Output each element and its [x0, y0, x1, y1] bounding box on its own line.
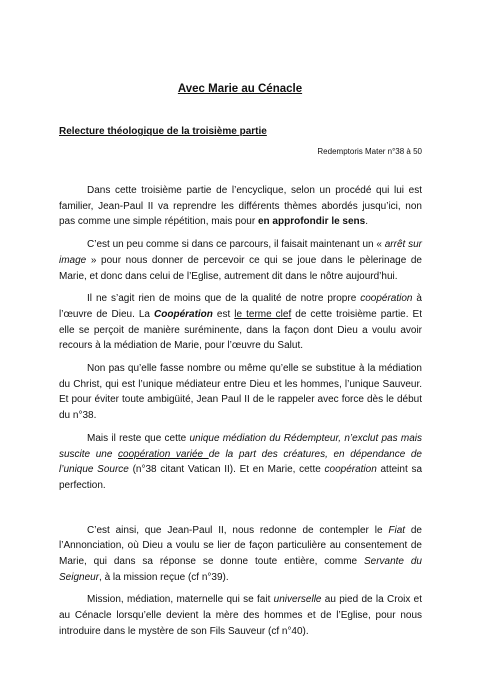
text-run: Mais il reste que cette — [87, 432, 190, 444]
section-subtitle: Relecture théologique de la troisième partie — [59, 126, 267, 137]
paragraph — [59, 592, 422, 639]
text-run: à l’œuvre de Dieu. La — [59, 293, 422, 320]
text-run: unique médiation du Rédempteur, n’exclut pas mais suscite une — [59, 432, 422, 460]
paragraph — [59, 361, 422, 424]
text-run: de la part des créatures, en dépendance de l’unique Source — [59, 448, 422, 476]
text-run: » pour nous donner de percevoir ce qui se joue dans le pèlerinage de Marie, et donc dans celui de l’Eglise, autrement dit dans le nôtre aujourd’hui. — [59, 254, 422, 282]
paragraph — [59, 431, 422, 494]
text-run: en approfondir le sens — [257, 216, 366, 228]
text-run: . — [365, 216, 369, 228]
text-run: coopération — [324, 464, 377, 476]
text-run: au pied de la Croix et au Cénacle lorsqu’elle devient la mère des hommes et de l’Eglise, pour nous introduire dans le mystère de son Fils Sauveur (cf n°40). — [59, 594, 423, 637]
text-run: Servante du Seigneur — [59, 556, 422, 583]
document-title: Avec Marie au Cénacle — [177, 83, 303, 95]
text-run: atteint sa perfection. — [59, 464, 423, 491]
text-run: C’est ainsi, que Jean-Paul II, nous redonne de contempler le — [87, 524, 389, 536]
text-run: Non pas qu’elle fasse nombre ou même qu’elle se substitue à la médiation du Christ, qui est l’unique médiateur entre Dieu et les hommes, l’unique Sauveur. Et pour éviter toute ambigüité, Jean Paul II de le rappeler avec force dès le début du n°38. — [59, 363, 422, 422]
text-run: universelle — [273, 594, 322, 606]
document-body — [59, 183, 422, 647]
text-run: Fiat — [388, 524, 406, 536]
text-run: Dans cette troisième partie de l’encyclique, selon un procédé qui lui est familier, Jean-Paul II va reprendre les différents thèmes abordés jusqu’ici, non pas comme une simple répétition, mais pour — [59, 185, 422, 228]
paragraph — [59, 523, 422, 586]
text-run: Il ne s’agit rien de moins que de la qualité de notre propre — [87, 293, 361, 305]
text-run: Mission, médiation, maternelle qui se fait — [87, 594, 274, 606]
text-run: le terme clef — [234, 308, 292, 320]
text-run: Coopération — [154, 308, 213, 320]
text-run: coopération variée — [118, 448, 209, 460]
text-run: est — [212, 308, 235, 320]
paragraph — [59, 291, 422, 354]
text-run: de cette troisième partie. Et elle se perçoit de manière suréminente, dans la façon dont Dieu a voulu avoir recours à la médiation de Marie, pour l’œuvre du Salut. — [59, 308, 422, 352]
paragraph — [59, 183, 422, 230]
paragraph — [59, 237, 422, 284]
text-run: arrêt sur image — [59, 239, 423, 266]
text-run: , à la mission reçue (cf n°39). — [99, 571, 229, 583]
text-run: (n°38 citant Vatican II). Et en Marie, cette — [128, 464, 325, 476]
source-reference: Redemptoris Mater n°38 à 50 — [317, 147, 422, 156]
text-run: coopération — [360, 293, 413, 305]
text-run: de l’Annonciation, où Dieu a voulu se lier de façon particulière au consentement de Marie, qui dans sa réponse se donne toute entière, comme — [59, 524, 422, 568]
text-run: C’est un peu comme si dans ce parcours, il faisait maintenant un « — [87, 239, 385, 251]
